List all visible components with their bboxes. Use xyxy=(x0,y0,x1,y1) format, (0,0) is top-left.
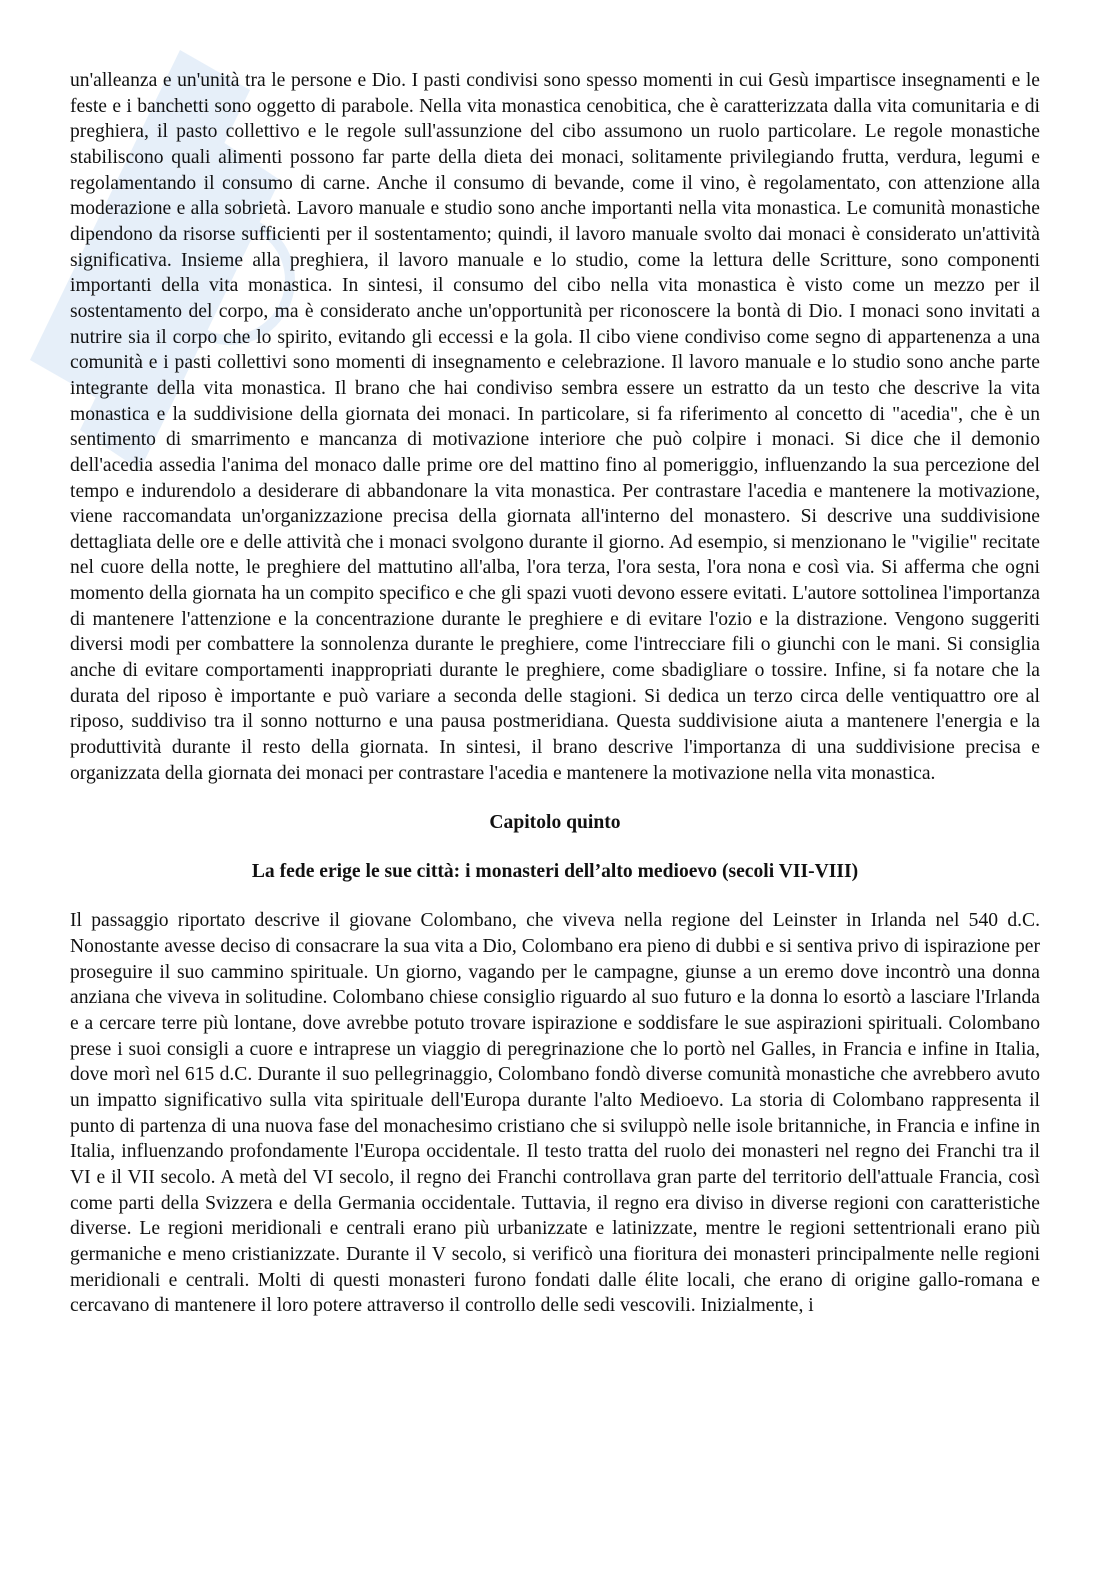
document-page xyxy=(70,68,1040,1319)
body-paragraph-2: Il passaggio riportato descrive il giovane Colombano, che viveva nella regione del Leinster in Irlanda nel 540 d.C. Nonostante avesse deciso di consacrare la sua vita a Dio, Colombano era pieno di dubbi e si sentiva privo di ispirazione per proseguire il suo cammino spirituale. Un giorno, vagando per le campagne, giunse a un eremo dove incontrò una donna anziana che viveva in solitudine. Colombano chiese consiglio riguardo al suo futuro e la donna lo esortò a lasciare l'Irlanda e a cercare terre più lontane, dove avrebbe potuto trovare ispirazione e soddisfare le sue aspirazioni spirituali. Colombano prese i suoi consigli a cuore e intraprese un viaggio di peregrinazione che lo portò nel Galles, in Francia e infine in Italia, dove morì nel 615 d.C. Durante il suo pellegrinaggio, Colombano fondò diverse comunità monastiche che avrebbero avuto un impatto significativo sulla vita spirituale dell'Europa durante l'alto Medioevo. La storia di Colombano rappresenta il punto di partenza di una nuova fase del monachesimo cristiano che si sviluppò nelle isole britanniche, in Francia e infine in Italia, influenzando profondamente l'Europa occidentale. Il testo tratta del ruolo dei monasteri nel regno dei Franchi tra il VI e il VII secolo. A metà del VI secolo, il regno dei Franchi controllava gran parte del territorio dell'attuale Francia, così come parti della Svizzera e della Germania occidentale. Tuttavia, il regno era diviso in diverse regioni con caratteristiche diverse. Le regioni meridionali e centrali erano più urbanizzate e latinizzate, mentre le regioni settentrionali erano più germaniche e meno cristianizzate. Durante il V secolo, si verificò una fioritura dei monasteri principalmente nelle regioni meridionali e centrali. Molti di questi monasteri furono fondati dalle élite locali, che erano di origine gallo-romana e cercavano di mantenere il loro potere attraverso il controllo delle sedi vescovili. Inizialmente, i xyxy=(70,910,1040,1317)
chapter-subtitle: La fede erige le sue città: i monasteri dell’alto medioevo (secoli VII-VIII) xyxy=(251,861,859,883)
chapter-title: Capitolo quinto xyxy=(489,812,621,834)
body-paragraph-1: un'alleanza e un'unità tra le persone e Dio. I pasti condivisi sono spesso momenti in cui Gesù impartisce insegnamenti e le feste e i banchetti sono oggetto di parabole. Nella vita monastica cenobitica, che è caratterizzata dalla vita comunitaria e di preghiera, il pasto collettivo e le regole sull'assunzione del cibo assumono un ruolo particolare. Le regole monastiche stabiliscono quali alimenti possono far parte della dieta dei monaci, solitamente privilegiando frutta, verdura, legumi e regolamentando il consumo di carne. Anche il consumo di bevande, come il vino, è regolamentato, con attenzione alla moderazione e alla sobrietà. Lavoro manuale e studio sono anche importanti nella vita monastica. Le comunità monastiche dipendono da risorse sufficienti per il sostentamento; quindi, il lavoro manuale svolto dai monaci è considerato un'attività significativa. Insieme alla preghiera, il lavoro manuale e lo studio, come la lettura delle Scritture, sono componenti importanti della vita monastica. In sintesi, il consumo del cibo nella vita monastica è visto come un mezzo per il sostentamento del corpo, ma è considerato anche un'opportunità per riconoscere la bontà di Dio. I monaci sono invitati a nutrire sia il corpo che lo spirito, evitando gli eccessi e la gola. Il cibo viene condiviso come segno di appartenenza a una comunità e i pasti collettivi sono momenti di insegnamento e celebrazione. Il lavoro manuale e lo studio sono anche parte integrante della vita monastica. Il brano che hai condiviso sembra essere un estratto da un testo che descrive la vita monastica e la suddivisione della giornata dei monaci. In particolare, si fa riferimento al concetto di "acedia", che è un sentimento di smarrimento e mancanza di motivazione interiore che può colpire i monaci. Si dice che il demonio dell'acedia assedia l'anima del monaco dalle prime ore del mattino fino al pomeriggio, influenzando la sua percezione del tempo e indurendolo a desiderare di abbandonare la vita monastica. Per contrastare l'acedia e mantenere la motivazione, viene raccomandata un'organizzazione precisa della giornata all'interno del monastero. Si descrive una suddivisione dettagliata delle ore e delle attività che i monaci svolgono durante il giorno. Ad esempio, si menzionano le "vigilie" recitate nel cuore della notte, le preghiere del mattutino all'alba, l'ora terza, l'ora sesta, l'ora nona e così via. Si afferma che ogni momento della giornata ha un compito specifico e che gli spazi vuoti devono essere evitati. L'autore sottolinea l'importanza di mantenere l'attenzione e la concentrazione durante le preghiere e di evitare l'ozio e la distrazione. Vengono suggeriti diversi modi per combattere la sonnolenza durante le preghiere, come l'intrecciare fili o giunchi con le mani. Si consiglia anche di evitare comportamenti inappropriati durante le preghiere, come sbadigliare o tossire. Infine, si fa notare che la durata del riposo è importante e può variare a seconda delle stagioni. Si dedica un terzo circa delle ventiquattro ore al riposo, suddiviso tra il sonno notturno e una pausa postmeridiana. Questa suddivisione aiuta a mantenere l'energia e la produttività durante il resto della giornata. In sintesi, il brano descrive l'importanza di una suddivisione precisa e organizzata della giornata dei monaci per contrastare l'acedia e mantenere la motivazione nella vita monastica. xyxy=(70,70,1040,784)
